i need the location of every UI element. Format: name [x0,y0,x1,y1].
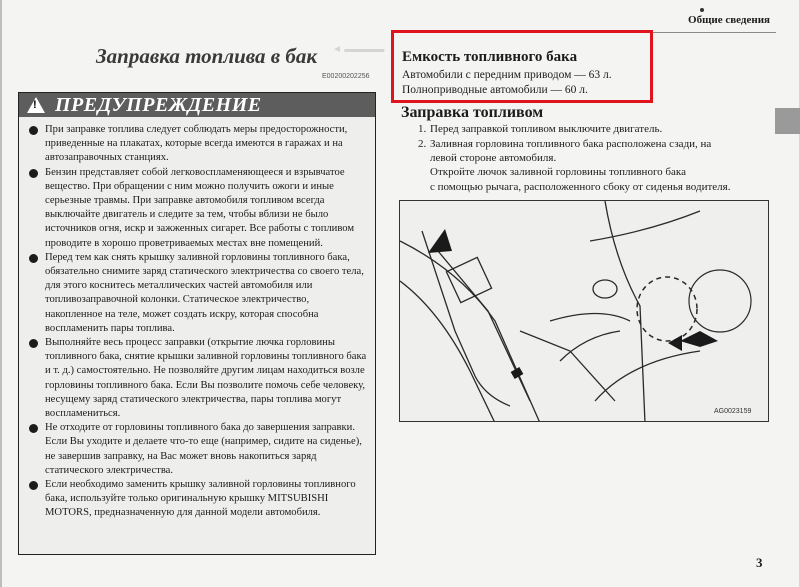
bullet-icon [29,169,38,178]
page-title: Заправка топлива в бак [96,44,318,68]
doc-code: E00200202256 [322,73,370,80]
fuel-lid-drawing [400,201,769,422]
section-title: Общие сведения [688,14,770,26]
refuel-title: Заправка топливом [401,104,544,121]
bullet-icon [29,481,38,490]
step-extra: Откройте лючок заливной горловины топливного бака с помощью рычага, расположенного сбоку от сиденья водителя. [430,166,731,193]
warning-item: Перед тем как снять крышку заливной горловины топливного бака, обязательно снимите заряд статического электричества со своего тела, для этого коснитесь металлических частей автомобиля или топливозаправочной колонки. Статическое электричество, накопленное на теле, может создать искру, которая способна воспламенить пары топлива. [27,251,369,336]
warning-item: Если необходимо заменить крышку заливной горловины топливного бака, используйте только оригинальную крышку MITSUBISHI MOTORS, предназначенную для данной модели автомобиля. [27,478,369,521]
fuel-lid-illustration [399,200,769,422]
bullet-icon [29,339,38,348]
capacity-title: Емкость топливного бака [402,49,578,65]
step-item: 1. Перед заправкой топливом выключите двигатель. [418,123,663,135]
warning-item: Не отходите от горловины топливного бака до завершения заправки. Если Вы уходите и делаете что-то еще (например, сидите на сиденье), не завершив заправку, на Вас может вновь накопиться заряд статического электричества. [27,421,369,478]
warning-box [18,92,376,555]
bullet-icon [29,424,38,433]
refuel-steps [418,122,768,166]
section-tab-marker [775,108,800,134]
warning-header [19,93,375,117]
step-item-continued: левой стороне автомобиля. [430,152,557,164]
capacity-fwd: Автомобили с передним приводом — 63 л. [402,69,612,81]
illustration-code: AG0023159 [714,408,752,415]
bleed-through-text: ◄ ▬▬▬▬ [332,44,385,55]
warning-item: Выполняйте весь процесс заправки (открытие лючка горловины топливного бака, снятие крышки заливной горловины топливного бака и т. д.) самостоятельно. Не позволяйте другим лицам находиться возле горловины топливного бака. Если Вы позволите помочь себе человеку, несущему заряд статического электричества, пары топлива могут воспламениться. [27,336,369,421]
warning-item: Бензин представляет собой легковоспламеняющееся и взрывчатое вещество. При обращении с ним можно получить ожоги и иные серьезные травмы. При заправке автомобиля топливом всегда выключайте двигатель и следите за тем, чтобы вблизи не было источников огня, искр и зажженных сигарет. Все работы с топливом проводите в хорошо проветриваемых местах вне помещений. [27,166,369,251]
page-number: 3 [756,555,763,570]
bullet-icon [29,254,38,263]
bullet-icon [29,126,38,135]
warning-item: При заправке топлива следует соблюдать меры предосторожности, приведенные на плакатах, которые всегда имеются в гаражах и на автозаправочных станциях. [27,123,369,166]
warning-list [27,123,369,521]
capacity-awd: Полноприводные автомобили — 60 л. [402,84,588,96]
left-arrow-icon [668,335,682,351]
step-item: 2. Заливная горловина топливного бака расположена сзади, на [418,137,712,150]
header-mark [700,8,704,12]
warning-triangle-icon [27,97,45,113]
warning-title: ПРЕДУПРЕЖДЕНИЕ [55,93,262,116]
up-arrow-icon [428,229,452,253]
